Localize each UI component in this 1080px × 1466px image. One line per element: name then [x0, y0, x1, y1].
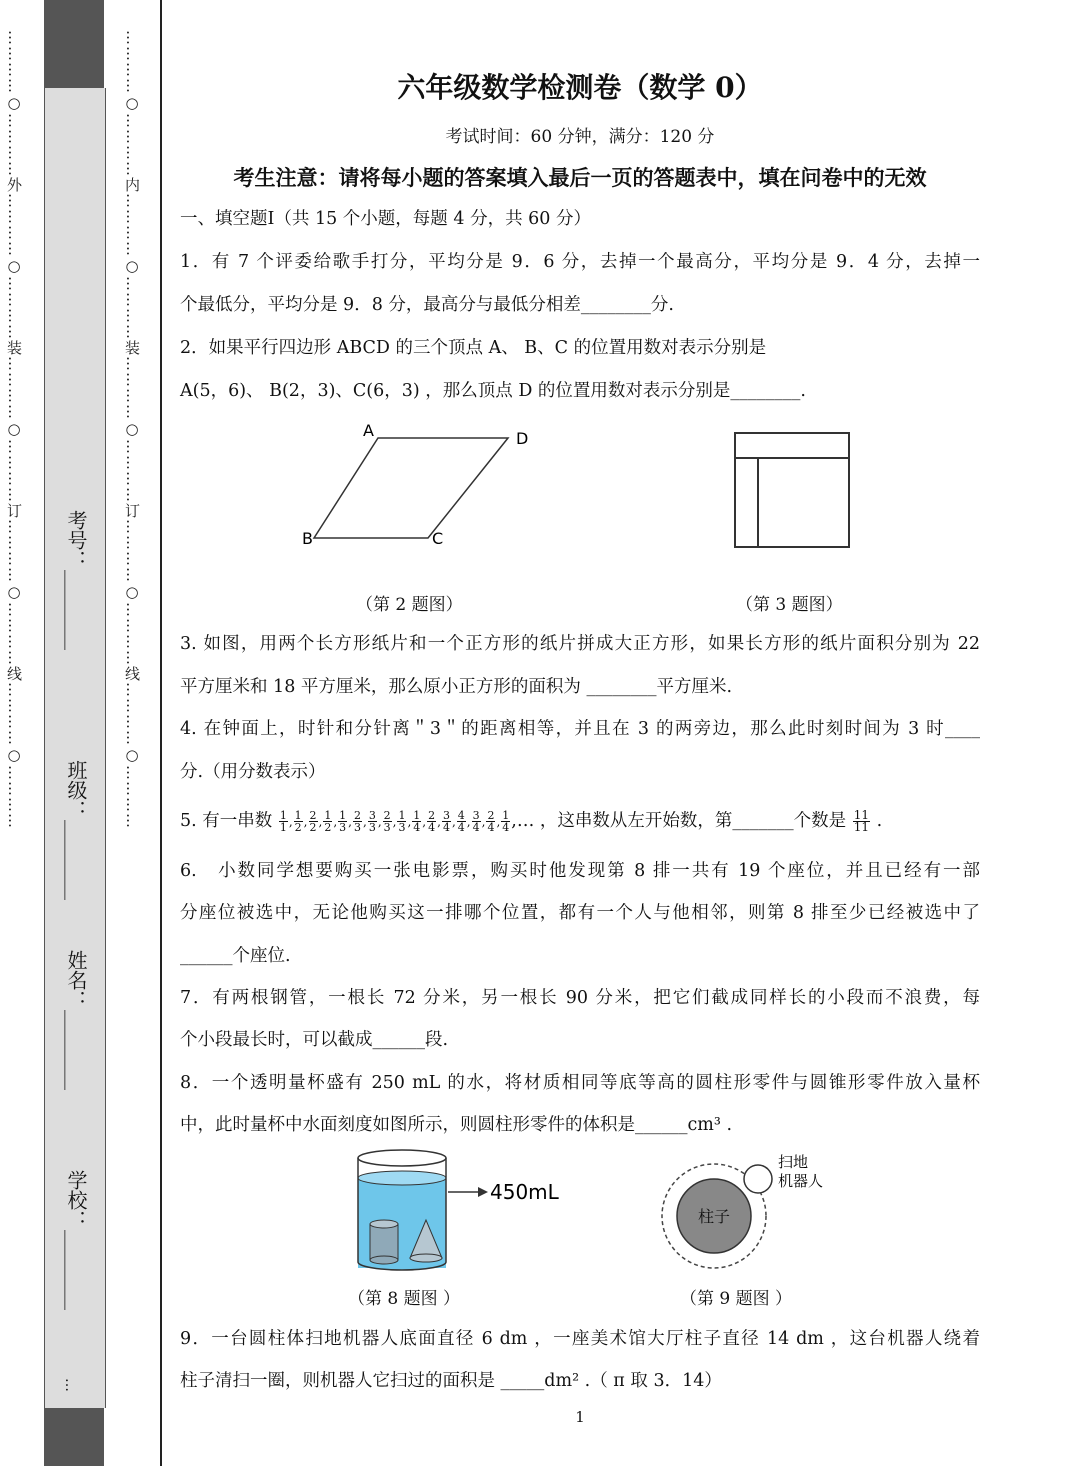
series-fraction: $\frac{1}{1}$	[279, 809, 287, 834]
page-number: 1	[575, 1408, 585, 1426]
question-5-end: .	[876, 811, 883, 831]
series-fraction: $\frac{3}{3}$	[368, 809, 376, 834]
series-fraction: $\frac{4}{4}$	[457, 809, 465, 834]
question-4-line-1: 4. 在钟面上，时针和分针离＂3＂的距离相等，并且在 3 的两旁边，那么此时刻时间为 3 时____	[180, 719, 980, 739]
figure-3-caption: （第 3 题图）	[736, 595, 843, 615]
pillar-label: 柱子	[697, 1207, 731, 1226]
question-7-line-2: 个小段最长时，可以截成______段.	[180, 1030, 449, 1050]
question-5-prefix: 5. 有一串数	[180, 811, 273, 831]
question-5-series-tail: ,…	[511, 811, 535, 831]
page-title: 六年级数学检测卷（数学 0）	[397, 71, 763, 104]
series-fraction: $\frac{2}{2}$	[309, 809, 317, 834]
margin-rule	[160, 0, 162, 1466]
margin-top-bar	[44, 0, 104, 88]
series-fraction: $\frac{1}{4}$	[502, 809, 510, 834]
vertex-label-d: D	[516, 429, 529, 448]
question-5-middle: ，这串数从左开始数，第_______个数是	[539, 811, 847, 831]
question-8-line-1: 8．一个透明量杯盛有 250 mL 的水，将材质相同等底等高的圆柱形零件与圆锥形零件放入量杯	[180, 1073, 980, 1093]
margin-dots: …	[62, 1378, 78, 1392]
series-fraction: $\frac{1}{2}$	[324, 809, 332, 834]
question-3-line-2: 平方厘米和 18 平方厘米，那么原小正方形的面积为 ________平方厘米.	[180, 677, 733, 697]
figure-3-square	[730, 428, 854, 552]
exam-no-field: 考号：________	[64, 510, 88, 650]
exam-notice: 考生注意：请将每小题的答案填入最后一页的答题表中，填在问卷中的无效	[233, 165, 927, 190]
vertex-label-a: A	[363, 424, 374, 440]
robot-label-line-2: 机器人	[778, 1172, 824, 1190]
figure-8-measuring-cup	[350, 1146, 570, 1276]
outer-dotted-line: …………○…………外…………○…………装…………○…………订…………○…………线…………○…………	[5, 30, 23, 829]
school-field: 学校：________	[64, 1170, 88, 1310]
figure-9-pillar-robot	[650, 1146, 850, 1276]
question-4-line-2: 分.（用分数表示）	[180, 762, 326, 782]
class-field: 班级：________	[64, 760, 88, 900]
question-6-line-1: 6. 小数同学想要购买一张电影票，购买时他发现第 8 排一共有 19 个座位，并且已经有一部	[180, 861, 980, 881]
series-fraction: $\frac{1}{3}$	[339, 809, 347, 834]
target-fraction: $\frac{11}{11}$	[853, 808, 870, 834]
series-fraction: $\frac{2}{4}$	[428, 809, 436, 834]
series-fraction: $\frac{2}{4}$	[487, 809, 495, 834]
fraction-series: $\frac{1}{1}$ , $\frac{1}{2}$ , $\frac{2}{2}$ , $\frac{1}{2}$ , $\frac{1}{3}$ , $\frac{2}{3}$ , $\frac{3}{3}$ , $\frac{2}{3}$ , $\frac{1}{3}$ , $\frac{1}{4}$ , $\frac{2}{4}$ , $\frac{3}{4}$ , $\frac{4}{4}$ , $\frac{3}{4}$ , $\frac{2}{4}$ , $\frac{1}{4}$	[279, 809, 510, 834]
margin-bottom-bar	[44, 1408, 104, 1466]
binding-margin	[0, 0, 170, 1466]
question-9-line-2: 柱子清扫一圈，则机器人它扫过的面积是 _____dm² .（ π 取 3．14）	[180, 1371, 722, 1391]
question-1-line-1: 1．有 7 个评委给歌手打分，平均分是 9．6 分，去掉一个最高分，平均分是 9．4 分，去掉一	[180, 252, 980, 272]
figure-2-caption: （第 2 题图）	[356, 595, 463, 615]
question-8-line-2: 中，此时量杯中水面刻度如图所示，则圆柱形零件的体积是______cm³ .	[180, 1115, 733, 1135]
question-6-line-3: ______个座位.	[180, 946, 291, 966]
question-9-line-1: 9．一台圆柱体扫地机器人底面直径 6 dm ，一座美术馆大厅柱子直径 14 dm ，这台机器人绕着	[180, 1329, 980, 1349]
inner-dotted-line: …………○…………内…………○…………装…………○…………订…………○…………线…………○…………	[123, 30, 141, 829]
series-fraction: $\frac{3}{4}$	[442, 809, 450, 834]
section-heading: 一、填空题Ⅰ（共 15 个小题，每题 4 分，共 60 分）	[180, 209, 591, 229]
question-6-line-2: 分座位被选中，无论他购买这一排哪个位置，都有一个人与他相邻，则第 8 排至少已经被选中了	[180, 903, 980, 923]
water-level-label: 450mL	[490, 1180, 559, 1204]
question-2-line-2: A(5，6)、 B(2，3)、C(6，3) ，那么顶点 D 的位置用数对表示分别是________.	[180, 381, 806, 401]
figure-8-caption: （第 8 题图 ）	[348, 1289, 461, 1309]
figure-2-parallelogram	[290, 424, 530, 554]
series-fraction: $\frac{3}{4}$	[472, 809, 480, 834]
vertex-label-b: B	[302, 529, 313, 548]
question-7-line-1: 7．有两根钢管，一根长 72 分米，另一根长 90 分米，把它们截成同样长的小段而不浪费，每	[180, 988, 980, 1008]
question-3-line-1: 3. 如图，用两个长方形纸片和一个正方形的纸片拼成大正方形，如果长方形的纸片面积分别为 22	[180, 634, 980, 654]
figure-9-caption: （第 9 题图 ）	[680, 1289, 793, 1309]
series-fraction: $\frac{1}{2}$	[294, 809, 302, 834]
series-fraction: $\frac{1}{3}$	[398, 809, 406, 834]
series-fraction: $\frac{2}{3}$	[383, 809, 391, 834]
question-2-line-1: 2．如果平行四边形 ABCD 的三个顶点 A、 B、C 的位置用数对表示分别是	[180, 338, 767, 358]
robot-label-line-1: 扫地	[778, 1153, 809, 1171]
vertex-label-c: C	[432, 529, 444, 548]
series-fraction: $\frac{1}{4}$	[413, 809, 421, 834]
question-1-line-2: 个最低分，平均分是 9．8 分，最高分与最低分相差________分.	[180, 295, 674, 315]
series-fraction: $\frac{2}{3}$	[353, 809, 361, 834]
name-field: 姓名：________	[64, 950, 88, 1090]
question-5	[180, 806, 980, 837]
exam-subtitle: 考试时间：60 分钟，满分：120 分	[445, 127, 715, 147]
